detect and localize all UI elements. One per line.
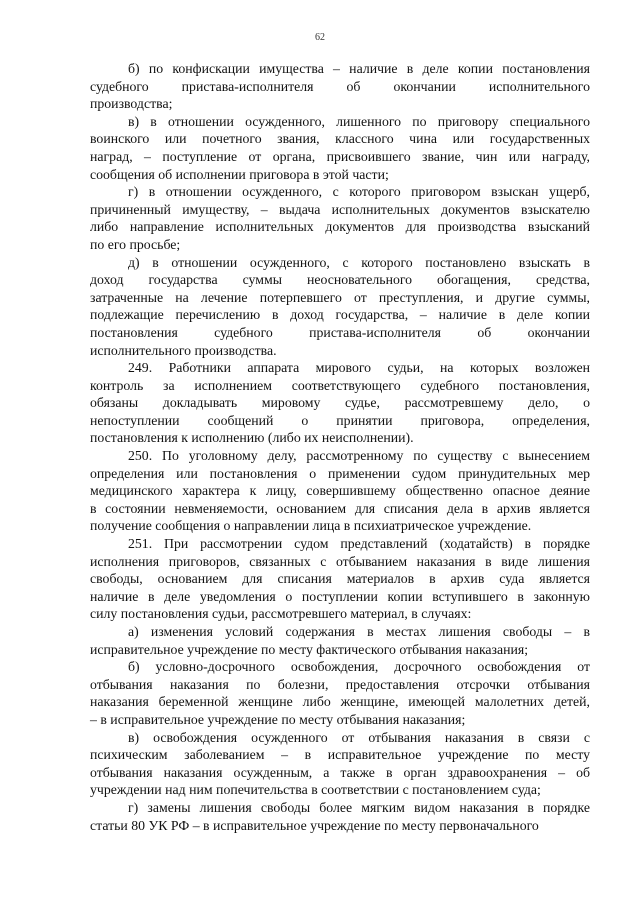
- paragraph-p251-a: [90, 623, 590, 658]
- text-line: исполнения приговоров, связанных с отбыванием наказания в виде лишения: [90, 553, 590, 569]
- text-line: психическим заболеванием – в исправительное учреждение по месту: [90, 747, 590, 763]
- paragraph-p251-b: [90, 658, 590, 728]
- text-line: отбывания наказания осужденным, а также в орган здравоохранения – об: [90, 764, 590, 780]
- text-line: в состоянии невменяемости, основанием для списания дела в архив является: [90, 500, 590, 516]
- text-line: в) освобождения осужденного от отбывания наказания в связи с: [128, 729, 590, 745]
- paragraph-p251: [90, 535, 590, 623]
- paragraph-p251-v: [90, 729, 590, 799]
- text-line: д) в отношении осужденного, с которого постановлено взыскать в: [128, 254, 590, 270]
- text-line: производства;: [90, 96, 173, 112]
- text-line: получение сообщения о направлении лица в психиатрическое учреждение.: [90, 518, 532, 534]
- text-line: затраченные на лечение потерпевшего от преступления, и другие суммы,: [90, 289, 590, 305]
- text-line: исполнительного производства.: [90, 342, 277, 358]
- text-line: исправительное учреждение по месту фактического отбывания наказания;: [90, 641, 529, 657]
- text-line: сообщения об исполнении приговора в этой части;: [90, 166, 389, 182]
- text-line: непоступлении сообщений о принятии приговора, определения,: [90, 412, 590, 428]
- text-line: по его просьбе;: [90, 236, 181, 252]
- text-line: учреждении над ним попечительства в соответствии с постановлением суда;: [90, 782, 541, 798]
- text-line: силу постановления судьи, рассмотревшего материал, в случаях:: [90, 606, 472, 622]
- text-line: постановления к исполнению (либо их неисполнении).: [90, 430, 414, 446]
- paragraph-p250: [90, 447, 590, 535]
- paragraph-d-unjust-enrichment: [90, 254, 590, 360]
- paragraph-p249: [90, 359, 590, 447]
- text-line: постановления судебного пристава-исполнителя об окончании: [90, 324, 590, 340]
- text-line: б) условно-досрочного освобождения, досрочного освобождения от: [128, 659, 590, 675]
- text-line: г) в отношении осужденного, с которого приговором взыскан ущерб,: [128, 184, 590, 200]
- text-line: контроль за исполнением соответствующего судебного постановления,: [90, 377, 590, 393]
- text-line: 249. Работники аппарата мирового судьи, на которых возложен: [128, 360, 590, 376]
- document-body: [90, 60, 590, 834]
- paragraph-b-confiscation: [90, 60, 590, 113]
- paragraph-v-deprived-rank: [90, 113, 590, 183]
- text-line: а) изменения условий содержания в местах лишения свободы – в: [128, 624, 590, 639]
- text-line: 251. При рассмотрении судом представлений (ходатайств) в порядке: [128, 536, 590, 552]
- text-line: либо направление исполнительных документов для производства взысканий: [90, 219, 590, 235]
- text-line: 250. По уголовному делу, рассмотренному по существу с вынесением: [128, 448, 590, 464]
- text-line: доход государства суммы неосновательного обогащения, средства,: [90, 272, 590, 288]
- text-line: статьи 80 УК РФ – в исправительное учреждение по месту первоначального: [90, 817, 539, 833]
- paragraph-g-damages: [90, 183, 590, 253]
- text-line: б) по конфискации имущества – наличие в деле копии постановления: [128, 61, 590, 76]
- text-line: судебного пристава-исполнителя об окончании исполнительного: [90, 78, 590, 94]
- text-line: – в исправительное учреждение по месту отбывания наказания;: [90, 711, 466, 727]
- text-line: наличие в деле уведомления о поступлении копии вступившего в законную: [90, 588, 590, 604]
- text-line: г) замены лишения свободы более мягким видом наказания в порядке: [128, 799, 590, 815]
- text-line: наград, – поступление от органа, присвоившего звание, чин или награду,: [90, 148, 590, 164]
- text-line: в) в отношении осужденного, лишенного по приговору специального: [128, 113, 590, 129]
- text-line: отбывания наказания по болезни, предоставления отсрочки отбывания: [90, 676, 590, 692]
- text-line: причиненный имуществу, – выдача исполнительных документов взыскателю: [90, 201, 590, 217]
- page-number: 62: [315, 32, 325, 43]
- text-line: определения или постановления о применении судом принудительных мер: [90, 465, 590, 481]
- text-line: свободы, основанием для списания материалов в архив суда является: [90, 571, 590, 587]
- text-line: воинского или почетного звания, классного чина или государственных: [90, 131, 590, 147]
- text-line: обязаны докладывать мировому судье, рассмотревшему дело, о: [90, 395, 590, 411]
- text-line: наказания беременной женщине либо женщине, имеющей малолетних детей,: [90, 694, 590, 710]
- paragraph-p251-g: [90, 799, 590, 834]
- text-line: подлежащие перечислению в доход государства, – наличие в деле копии: [90, 307, 590, 323]
- text-line: медицинского характера к лицу, совершившему общественно опасное деяние: [90, 483, 590, 499]
